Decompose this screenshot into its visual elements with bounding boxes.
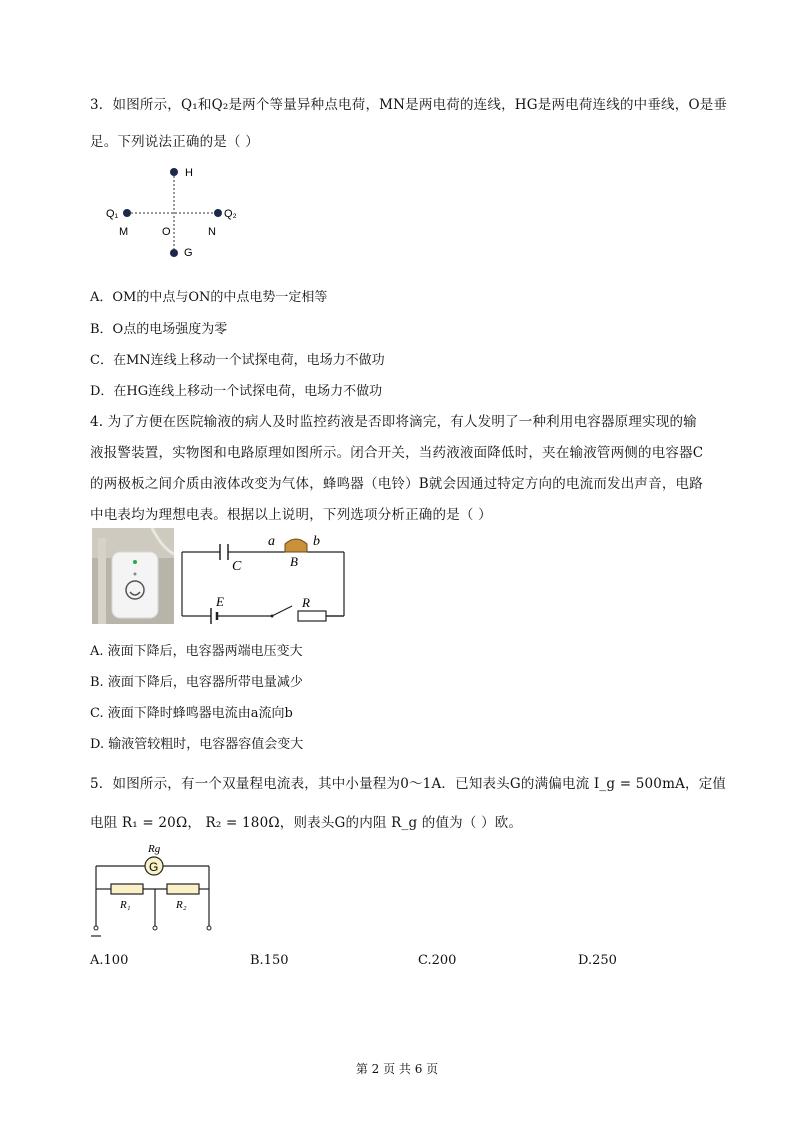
q4-option-c: C. 液面下降时蜂鸣器电流由a流向b (90, 706, 293, 721)
label-h: H (185, 167, 193, 179)
resistor-r1 (111, 884, 143, 894)
q4-option-a: A. 液面下降后，电容器两端电压变大 (90, 644, 303, 659)
buzzer-icon (285, 539, 307, 552)
q4-option-b: B. 液面下降后，电容器所带电量减少 (90, 675, 303, 690)
point-h (170, 168, 178, 176)
terminal-1 (153, 926, 157, 930)
label-g: G (184, 247, 193, 259)
label-r2: R₂ (176, 899, 187, 911)
q3-option-d: D．在HG连线上移动一个试探电荷，电场力不做功 (90, 384, 383, 399)
resistor-r2 (167, 884, 199, 894)
q4-text-line4: 中电表均为理想电表。根据以上说明，下列选项分析正确的是（ ） (90, 507, 492, 523)
q4-text-line3: 的两极板之间介质由液体改变为气体，蜂鸣器（电铃）B就会因通过特定方向的电流而发出声音，电路 (90, 476, 703, 492)
label-q1: Q₁ (106, 208, 119, 220)
label-r1: R₁ (120, 899, 131, 911)
q3-option-c: C．在MN连线上移动一个试探电荷，电场力不做功 (90, 353, 385, 368)
q5-answer-c: C.200 (418, 953, 457, 968)
point-g (170, 249, 178, 257)
q3-option-a: A．OM的中点与ON的中点电势一定相等 (90, 290, 328, 305)
label-r: R (302, 595, 310, 610)
label-m: M (119, 226, 129, 238)
page-footer: 第 2 页 共 6 页 (355, 1062, 439, 1076)
q3-text-line2: 足。下列说法正确的是（ ） (90, 134, 259, 150)
label-rg: Rg (148, 843, 161, 855)
label-g-meter: G (149, 860, 159, 874)
label-buzzer-b: B (290, 554, 298, 569)
label-c: C (232, 559, 242, 574)
label-n: N (208, 226, 216, 238)
charge-q1 (123, 209, 131, 217)
q4-text-line1: 4. 为了方便在医院输液的病人及时监控药液是否即将滴完，有人发明了一种利用电容器原理实现的输 (90, 414, 697, 430)
device-photo (92, 528, 174, 624)
q5-answer-b: B.150 (250, 953, 289, 968)
q4-circuit (180, 530, 348, 626)
q5-text-line2: 电阻 R₁ = 20Ω， R₂ = 180Ω，则表头G的内阻 R_g 的值为（ ）欧。 (90, 815, 523, 831)
resistor-r (298, 611, 326, 621)
terminal-2 (207, 926, 211, 930)
switch-icon (272, 606, 292, 616)
terminal-common (94, 926, 98, 930)
q5-answer-a: A.100 (90, 953, 129, 968)
label-a: a (268, 534, 275, 549)
q3-figure (100, 160, 260, 268)
q5-text-line1: 5．如图所示，有一个双量程电流表，其中小量程为0～1A．已知表头G的满偏电流 I_g = 500mA，定值 (90, 776, 727, 792)
charge-q2 (214, 209, 222, 217)
q3-option-b: B．O点的电场强度为零 (90, 322, 228, 337)
q4-option-d: D. 输液管较粗时，电容器容值会变大 (90, 737, 304, 752)
q4-text-line2: 液报警装置，实物图和电路原理如图所示。闭合开关，当药液液面降低时，夹在输液管两侧的电容器C (90, 445, 704, 461)
label-e: E (216, 594, 224, 609)
q3-text-line1: 3．如图所示，Q₁和Q₂是两个等量异种点电荷，MN是两电荷的连线，HG是两电荷连线的中垂线，O是垂 (90, 97, 728, 113)
label-o: O (162, 226, 171, 238)
q5-answer-d: D.250 (578, 953, 617, 968)
label-q2: Q₂ (224, 208, 237, 220)
q5-circuit (88, 842, 218, 942)
label-b: b (313, 534, 320, 549)
